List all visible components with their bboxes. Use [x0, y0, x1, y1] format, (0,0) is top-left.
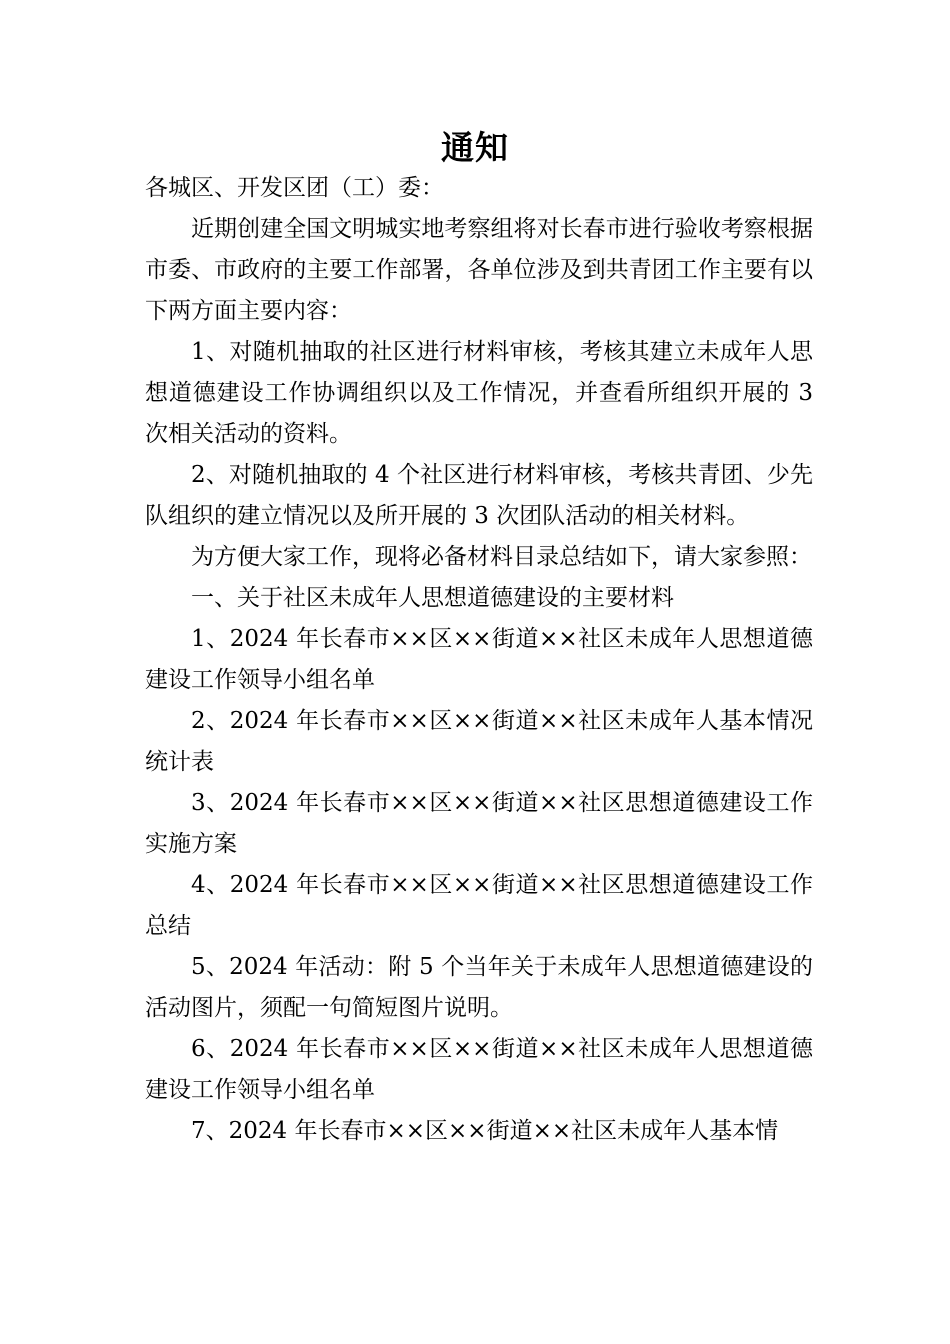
section-heading: 一、关于社区未成年人思想道德建设的主要材料 [191, 585, 674, 611]
material-item-1: 1、2024 年长春市××区××街道××社区未成年人思想道德建设工作领导小组名单 [145, 626, 813, 693]
intro-paragraph: 近期创建全国文明城实地考察组将对长春市进行验收考察根据市委、市政府的主要工作部署，各单位涉及到共青团工作主要有以下两方面主要内容： [145, 216, 813, 324]
requirement-item-1: 1、对随机抽取的社区进行材料审核，考核其建立未成年人思想道德建设工作协调组织以及工作情况，并查看所组织开展的 3 次相关活动的资料。 [145, 339, 813, 447]
document-title: 通知 [441, 128, 509, 167]
material-item-5: 5、2024 年活动：附 5 个当年关于未成年人思想道德建设的活动图片，须配一句简短图片说明。 [145, 954, 813, 1021]
salutation: 各城区、开发区团（工）委： [145, 175, 444, 201]
material-item-6: 6、2024 年长春市××区××街道××社区未成年人思想道德建设工作领导小组名单 [145, 1036, 813, 1103]
requirement-item-2: 2、对随机抽取的 4 个社区进行材料审核，考核共青团、少先队组织的建立情况以及所开展的 3 次团队活动的相关材料。 [145, 462, 813, 529]
material-item-2: 2、2024 年长春市××区××街道××社区未成年人基本情况统计表 [145, 708, 813, 775]
material-item-3: 3、2024 年长春市××区××街道××社区思想道德建设工作实施方案 [145, 790, 813, 857]
material-item-4: 4、2024 年长春市××区××街道××社区思想道德建设工作总结 [145, 872, 813, 939]
reference-paragraph: 为方便大家工作，现将必备材料目录总结如下，请大家参照： [191, 544, 812, 570]
document-body [145, 168, 813, 1152]
material-item-7: 7、2024 年长春市××区××街道××社区未成年人基本情 [191, 1118, 779, 1144]
